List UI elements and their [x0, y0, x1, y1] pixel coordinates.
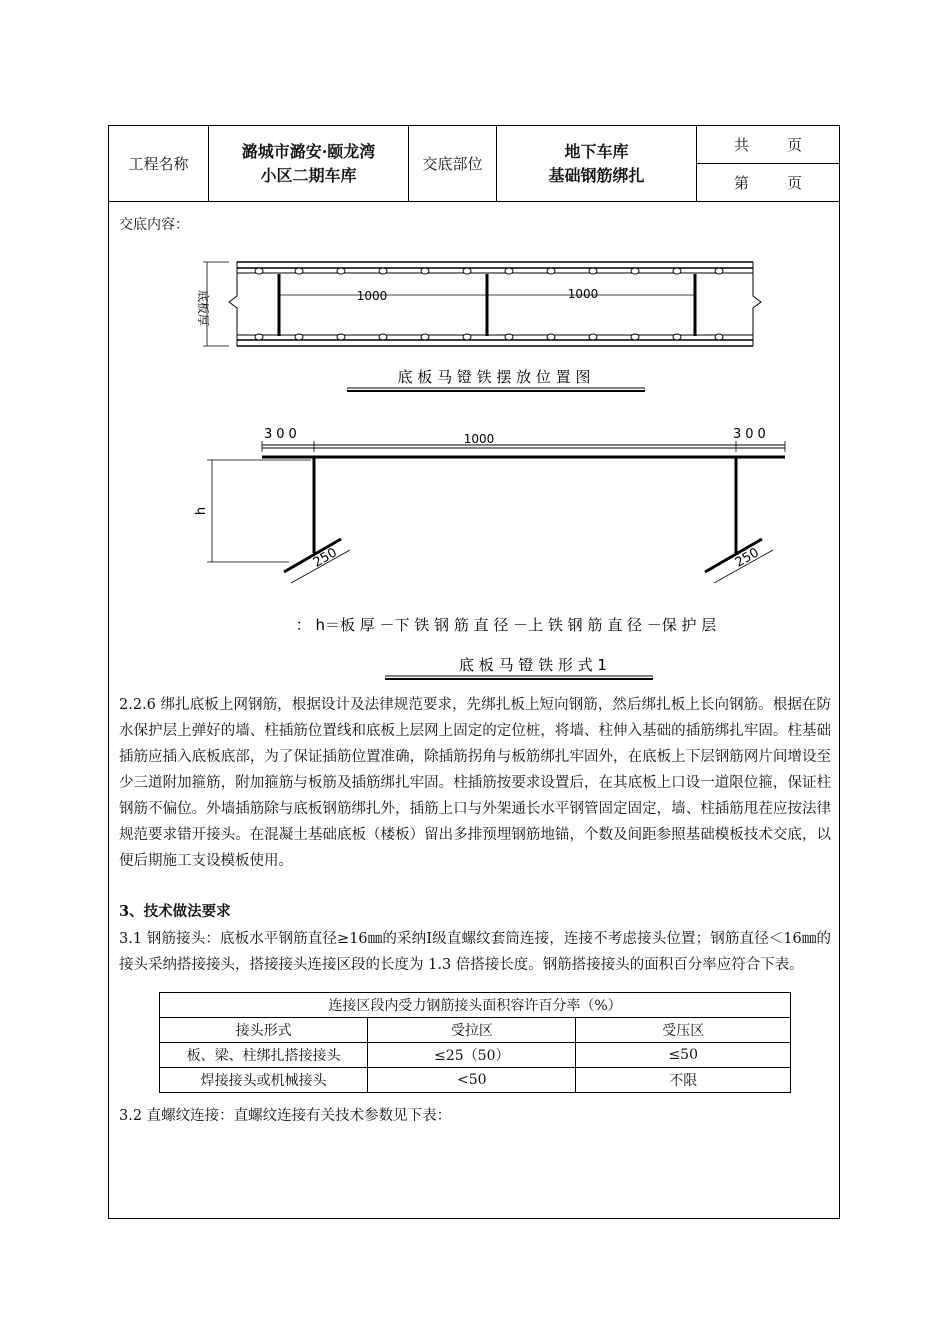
table-cell: <50	[368, 1068, 576, 1093]
table-title-row	[160, 993, 791, 1018]
figure2-support-shape	[207, 441, 785, 583]
table-cell: 焊接接头或机械接头	[160, 1068, 368, 1093]
paragraph-3-2: 3.2 直螺纹连接：直螺纹连接有关技术参数见下表：	[119, 1108, 452, 1124]
figure1-caption: 底 板 马 镫 铁 摆 放 位 置 图	[397, 368, 591, 386]
table-cell: ≤50	[576, 1043, 791, 1068]
figure2-foot-right: 250	[732, 545, 762, 571]
table-title: 连接区段内受力钢筋接头面积容许百分率（%）	[160, 993, 791, 1018]
total-pages-row: 共 页	[697, 126, 839, 164]
paragraph-2-2-6: 2.2.6 绑扎底板上网钢筋，根据设计及法律规范要求，先绑扎板上短向钢筋，然后绑扎板上长向钢筋。根据在防水保护层上弹好的墙、柱插筋位置线和底板上层网上固定的定位桩，将墙、柱伸入基础的插筋绑扎牢固。柱基础插筋应插入底板底部，为了保证插筋位置准确，除插筋拐角与板筋绑扎牢固外，在底板上下层钢筋网片间增设至少三道附加箍筋，附加箍筋与板筋及插筋绑扎牢固。柱插筋按要求设置后，在其底板上口设一道限位箍，保证柱钢筋不偏位。外墙插筋除与底板钢筋绑扎外，插筋上口与外架通长水平钢管固定固定，墙、柱插筋甩茬应按法律规范要求错开接头。在混凝土基础底板（楼板）留出多排预埋钢筋地锚，个数及间距参照基础模板技术交底，以便后期施工支设模板使用。	[119, 697, 831, 869]
figure1-dim-right: 1000	[567, 287, 599, 301]
project-name: 潞城市潞安·颐龙湾 小区二期车库	[209, 126, 409, 201]
figure2-h-label: h	[194, 506, 209, 516]
figure1-dim-left: 1000	[356, 289, 388, 303]
figure1-rebar-dots	[255, 268, 723, 340]
figure2-dim-right: 300	[733, 427, 770, 442]
figure2-foot-left: 250	[310, 545, 340, 571]
figure1-slab-section	[203, 262, 761, 346]
table-row	[160, 1068, 791, 1093]
document-frame	[108, 125, 840, 1219]
figure2-formula: ： h＝板 厚 －下 铁 钢 筋 直 径 －上 铁 钢 筋 直 径 －保 护 层	[295, 616, 717, 634]
part-name: 地下车库 基础钢筋绑扎	[497, 126, 697, 201]
project-label: 工程名称	[109, 126, 209, 201]
page-number-row: 第 页	[733, 174, 802, 192]
figure1-side-label: 底板厚	[196, 289, 210, 327]
part-label: 交底部位	[409, 126, 497, 201]
rebar-diagrams	[109, 246, 839, 686]
table-cell: ≤25（50）	[368, 1043, 576, 1068]
table-header: 受压区	[576, 1018, 791, 1043]
table-row	[160, 1043, 791, 1068]
splice-percentage-table	[159, 992, 791, 1093]
table-header: 接头形式	[160, 1018, 368, 1043]
table-cell: 不限	[576, 1068, 791, 1093]
figure2-caption: 底 板 马 镫 铁 形 式 1	[459, 656, 607, 674]
section-3-title: 3、技术做法要求	[119, 903, 231, 920]
header-table	[109, 126, 839, 202]
figure2-dim-mid: 1000	[463, 432, 495, 446]
paragraph-3-1: 3.1 钢筋接头：底板水平钢筋直径≥16㎜的采纳Ⅰ级直螺纹套筒连接，连接不考虑接头位置；钢筋直径＜16㎜的接头采纳搭接接头，搭接接头连接区段的长度为 1.3 倍搭接长度。钢筋搭接接头的面积百分率应符合下表。	[119, 931, 831, 973]
table-header-row	[160, 1018, 791, 1043]
content-label: 交底内容：	[119, 217, 189, 233]
page-count	[697, 126, 839, 201]
figure2-dim-left: 300	[264, 427, 301, 442]
table-header: 受拉区	[368, 1018, 576, 1043]
table-cell: 板、梁、柱绑扎搭接接头	[160, 1043, 368, 1068]
